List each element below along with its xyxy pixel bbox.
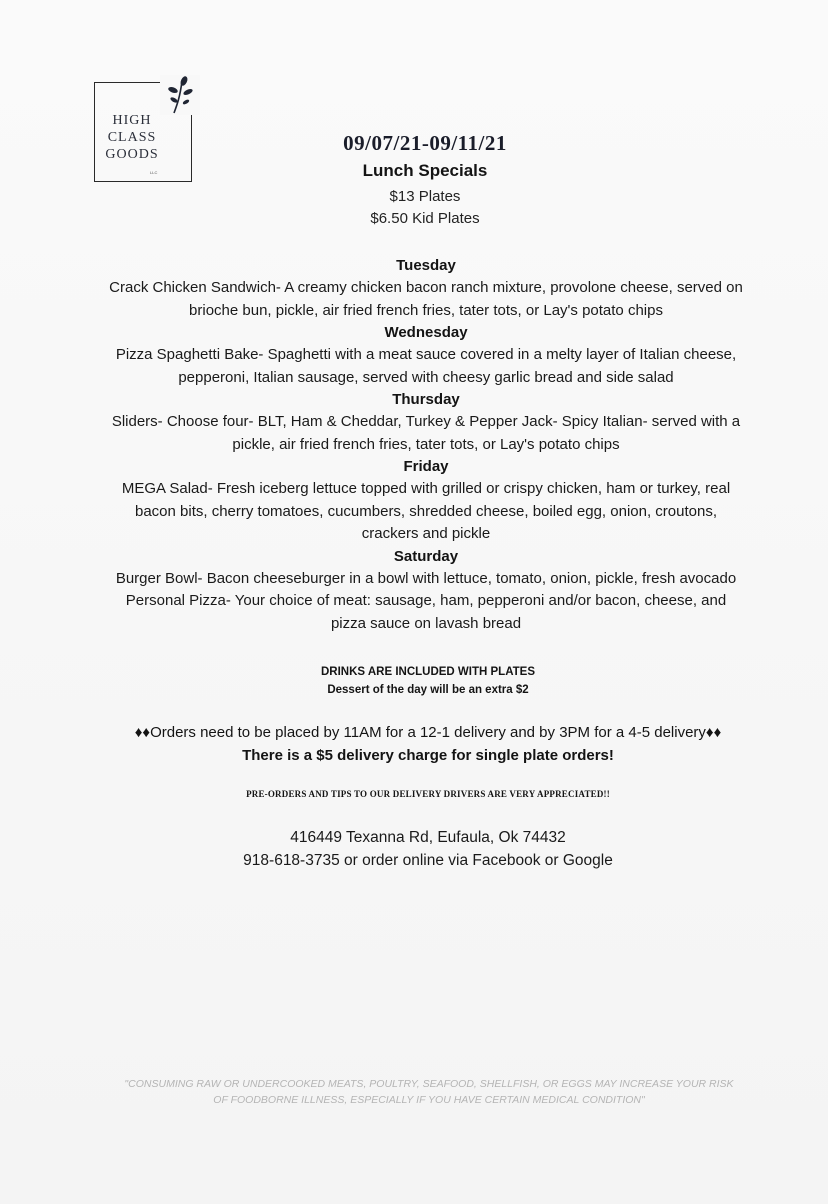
order-deadline: ♦♦Orders need to be placed by 11AM for a 12-1 delivery and by 3PM for a 4-5 delivery♦♦ [134,724,722,741]
drinks-note [0,663,828,699]
delivery-charge: There is a $5 delivery charge for single plate orders! [242,747,614,764]
plate-price: $13 Plates [389,188,461,205]
logo-llc: LLC [150,170,158,175]
day-heading-saturday: Saturday [393,547,459,565]
preorders-note: PRE-ORDERS AND TIPS TO OUR DELIVERY DRIVERS ARE VERY APPRECIATED!! [246,789,610,799]
menu-line: bacon bits, cherry tomatoes, cucumbers, shredded cheese, boiled egg, onion, croutons, [134,502,717,520]
menu-line: MEGA Salad- Fresh iceberg lettuce topped with grilled or crispy chicken, ham or turkey, real [121,480,731,497]
menu-line: pickle, air fried french fries, tater tots, or Lay's potato chips [232,435,620,453]
menu-line: Burger Bowl- Bacon cheeseburger in a bowl with lettuce, tomato, onion, pickle, fresh avocado [115,569,737,587]
menu-line: pizza sauce on lavash bread [330,614,522,632]
logo-line-1: HIGH [112,113,152,128]
disclaimer-line-1: "CONSUMING RAW OR UNDERCOOKED MEATS, POULTRY, SEAFOOD, SHELLFISH, OR EGGS MAY INCREASE YOUR RISK [124,1078,734,1090]
menu-line: Crack Chicken Sandwich- A creamy chicken bacon ranch mixture, provolone cheese, served on [109,279,743,296]
drinks-included: DRINKS ARE INCLUDED WITH PLATES [320,666,536,678]
menu-line: Personal Pizza- Your choice of meat: sausage, ham, pepperoni and/or bacon, cheese, and [125,592,727,609]
logo-line-2: CLASS [107,130,157,145]
dessert-note: Dessert of the day will be an extra $2 [327,684,529,696]
weekly-menu [40,255,812,635]
address: 416449 Texanna Rd, Eufaula, Ok 74432 [290,829,566,846]
day-heading-thursday: Thursday [392,391,460,408]
menu-line: Sliders- Choose four- BLT, Ham & Cheddar, Turkey & Pepper Jack- Spicy Italian- served with a [111,413,741,430]
disclaimer-line-2: OF FOODBORNE ILLNESS, ESPECIALLY IF YOU HAVE CERTAIN MEDICAL CONDITION" [213,1094,645,1106]
menu-line: brioche bun, pickle, air fried french fries, tater tots, or Lay's potato chips [189,301,663,319]
page-title: Lunch Specials [362,161,488,180]
date-range: 09/07/21-09/11/21 [343,131,507,155]
day-heading-friday: Friday [403,458,449,475]
day-heading-tuesday: Tuesday [396,257,456,274]
menu-line: crackers and pickle [361,525,491,542]
leaf-sprig-icon [160,75,200,115]
order-info [0,721,828,767]
logo-line-3: GOODS [105,147,159,162]
menu-line: pepperoni, Italian sausage, served with cheesy garlic bread and side salad [178,368,674,386]
day-heading-wednesday: Wednesday [384,324,468,341]
kid-plate-price: $6.50 Kid Plates [370,210,480,227]
contact-info [0,826,828,872]
food-safety-disclaimer [60,1076,798,1108]
menu-line: Pizza Spaghetti Bake- Spaghetti with a meat sauce covered in a melty layer of Italian cheese, [115,346,737,363]
phone-order-line: 918-618-3735 or order online via Facebook or Google [243,852,613,869]
